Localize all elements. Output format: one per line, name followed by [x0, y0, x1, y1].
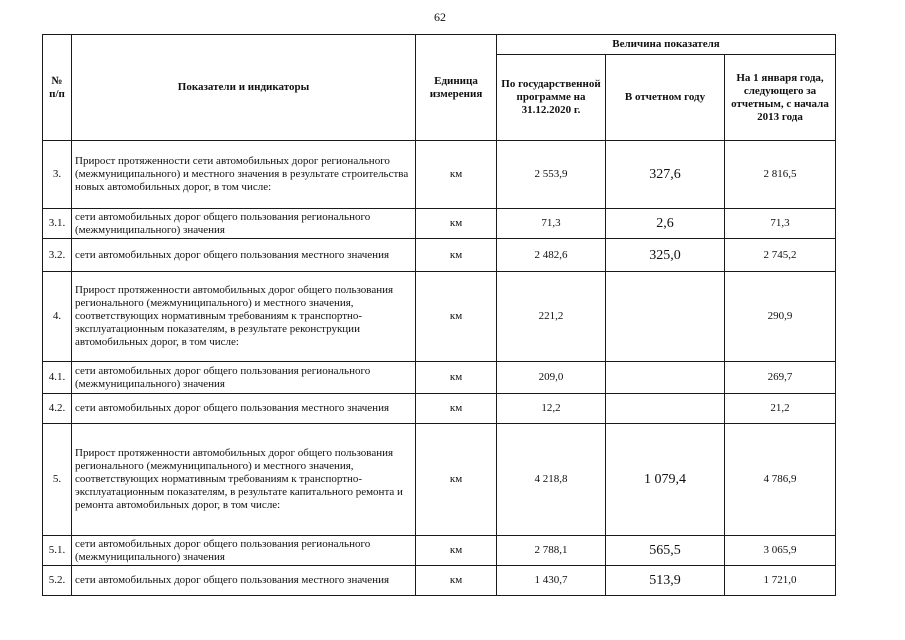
header-num: № п/п: [43, 35, 72, 141]
row-num: 5.2.: [43, 566, 72, 596]
row-report-value: 513,9: [606, 566, 725, 596]
row-num: 5.1.: [43, 536, 72, 566]
row-cumulative-value: 2 745,2: [725, 239, 836, 272]
row-report-value: 325,0: [606, 239, 725, 272]
header-unit: Единица измерения: [416, 35, 497, 141]
row-cumulative-value: 4 786,9: [725, 424, 836, 536]
table-row: [43, 394, 836, 424]
indicators-table: [42, 34, 836, 596]
row-indicator-text: сети автомобильных дорог общего пользования местного значения: [72, 394, 416, 424]
row-program-value: 1 430,7: [497, 566, 606, 596]
row-report-value: 327,6: [606, 141, 725, 209]
row-cumulative-value: 290,9: [725, 272, 836, 362]
row-report-value: [606, 272, 725, 362]
row-indicator-text: Прирост протяженности сети автомобильных дорог регионального (межмуниципального) и местного значения в результате строительства новых автомобильных дорог, в том числе:: [72, 141, 416, 209]
table-row: [43, 272, 836, 362]
row-unit: км: [416, 209, 497, 239]
row-unit: км: [416, 536, 497, 566]
row-indicator-text: Прирост протяженности автомобильных дорог общего пользования регионального (межмуниципального) и местного значения, соответствующих нормативным требованиям к транспортно-эксплуатационным показателям, в результате реконструкции автомобильных дорог, в том числе:: [72, 272, 416, 362]
row-program-value: 71,3: [497, 209, 606, 239]
row-indicator-text: сети автомобильных дорог общего пользования регионального (межмуниципального) значения: [72, 362, 416, 394]
row-num: 5.: [43, 424, 72, 536]
row-program-value: 4 218,8: [497, 424, 606, 536]
row-program-value: 209,0: [497, 362, 606, 394]
row-unit: км: [416, 362, 497, 394]
header-indicator: Показатели и индикаторы: [72, 35, 416, 141]
row-indicator-text: Прирост протяженности автомобильных дорог общего пользования регионального (межмуниципального) и местного значения, соответствующих нормативным требованиям к транспортно-эксплуатационным показателям, в результате капитального ремонта и ремонта автомобильных дорог, в том числе:: [72, 424, 416, 536]
table-row: [43, 566, 836, 596]
row-unit: км: [416, 566, 497, 596]
row-num: 3.1.: [43, 209, 72, 239]
row-num: 3.: [43, 141, 72, 209]
row-cumulative-value: 269,7: [725, 362, 836, 394]
row-unit: км: [416, 239, 497, 272]
row-program-value: 2 788,1: [497, 536, 606, 566]
row-indicator-text: сети автомобильных дорог общего пользования регионального (межмуниципального) значения: [72, 536, 416, 566]
table-body: [43, 141, 836, 596]
row-unit: км: [416, 272, 497, 362]
table-row: [43, 362, 836, 394]
row-num: 4.1.: [43, 362, 72, 394]
row-unit: км: [416, 424, 497, 536]
row-program-value: 2 553,9: [497, 141, 606, 209]
table-row: [43, 141, 836, 209]
row-unit: км: [416, 394, 497, 424]
row-cumulative-value: 1 721,0: [725, 566, 836, 596]
row-indicator-text: сети автомобильных дорог общего пользования местного значения: [72, 239, 416, 272]
row-cumulative-value: 71,3: [725, 209, 836, 239]
row-cumulative-value: 21,2: [725, 394, 836, 424]
row-program-value: 12,2: [497, 394, 606, 424]
header-col-program: По государственной программе на 31.12.2020 г.: [497, 55, 606, 141]
row-indicator-text: сети автомобильных дорог общего пользования регионального (межмуниципального) значения: [72, 209, 416, 239]
row-program-value: 2 482,6: [497, 239, 606, 272]
row-report-value: 1 079,4: [606, 424, 725, 536]
row-report-value: 565,5: [606, 536, 725, 566]
row-report-value: [606, 394, 725, 424]
table-row: [43, 424, 836, 536]
row-num: 4.2.: [43, 394, 72, 424]
row-indicator-text: сети автомобильных дорог общего пользования местного значения: [72, 566, 416, 596]
table-row: [43, 239, 836, 272]
row-num: 4.: [43, 272, 72, 362]
row-cumulative-value: 2 816,5: [725, 141, 836, 209]
header-group: Величина показателя: [497, 35, 836, 55]
row-cumulative-value: 3 065,9: [725, 536, 836, 566]
header-col-report: В отчетном году: [606, 55, 725, 141]
row-program-value: 221,2: [497, 272, 606, 362]
row-num: 3.2.: [43, 239, 72, 272]
header-col-cumulative: На 1 января года, следующего за отчетным, с начала 2013 года: [725, 55, 836, 141]
page-number: 62: [434, 10, 446, 24]
row-report-value: [606, 362, 725, 394]
row-report-value: 2,6: [606, 209, 725, 239]
table-row: [43, 536, 836, 566]
row-unit: км: [416, 141, 497, 209]
table-row: [43, 209, 836, 239]
